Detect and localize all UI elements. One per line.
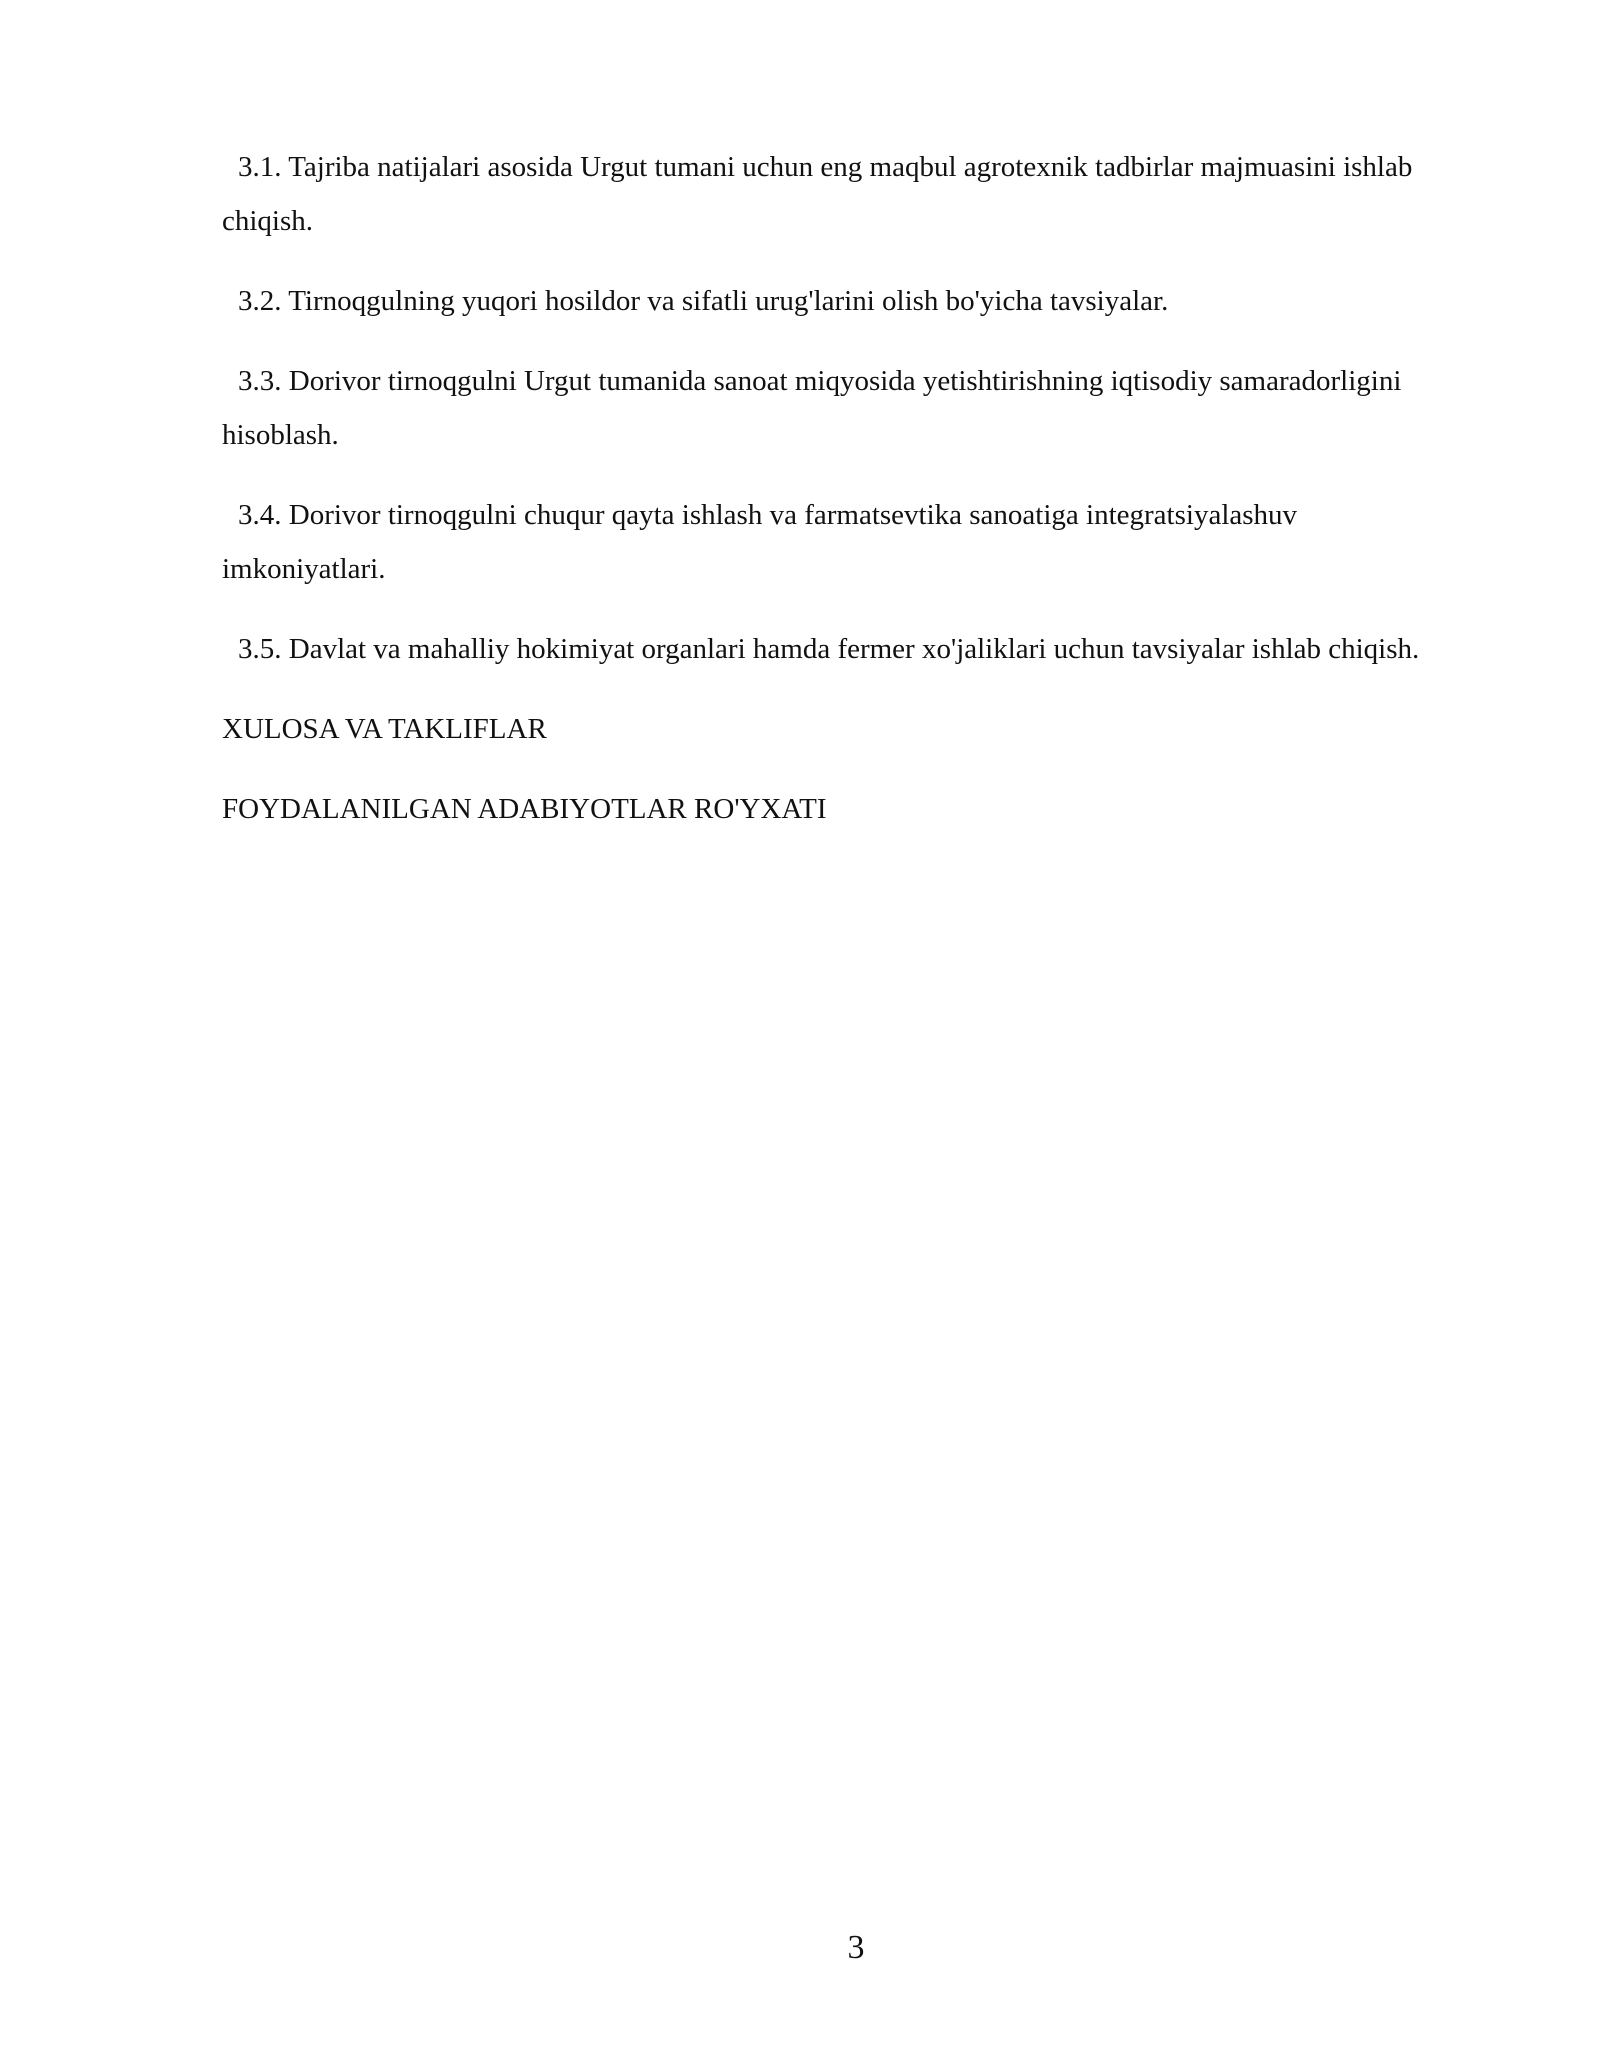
references-heading: FOYDALANILGAN ADABIYOTLAR RO'YXATI (222, 793, 827, 825)
page-content (222, 140, 1452, 862)
conclusions-heading: XULOSA VA TAKLIFLAR (222, 713, 547, 745)
list-item-3-3: 3.3. Dorivor tirnoqgulni Urgut tumanida sanoat miqyosida yetishtirishning iqtisodiy samaradorligini hisoblash. (222, 365, 1402, 451)
list-item-3-1: 3.1. Tajriba natijalari asosida Urgut tumani uchun eng maqbul agrotexnik tadbirlar majmuasini ishlab chiqish. (222, 151, 1413, 237)
list-item-3-4: 3.4. Dorivor tirnoqgulni chuqur qayta ishlash va farmatsevtika sanoatiga integratsiyalashuv imkoniyatlari. (222, 499, 1298, 585)
list-item-3-5: 3.5. Davlat va mahalliy hokimiyat organlari hamda fermer xo'jaliklari uchun tavsiyalar ishlab chiqish. (238, 633, 1420, 665)
list-item-3-2: 3.2. Tirnoqgulning yuqori hosildor va sifatli urug'larini olish bo'yicha tavsiyalar. (238, 285, 1169, 317)
page-number: 3 (847, 1929, 865, 1966)
